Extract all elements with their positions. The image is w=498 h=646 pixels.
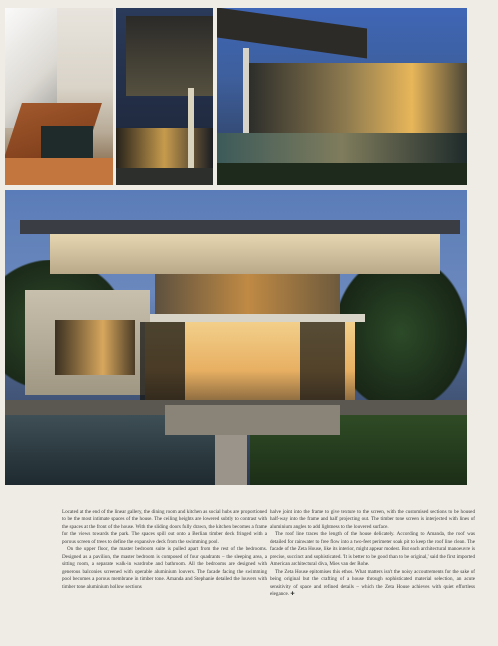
overhang-photo (116, 8, 213, 185)
text-column-2 (270, 509, 475, 598)
floor-slab (125, 314, 365, 322)
stone-path (215, 435, 247, 485)
timber-deck (5, 158, 113, 185)
stone-platform (165, 405, 340, 435)
paragraph: Located at the end of the linear gallery, the dining room and kitchen as social hubs are proportioned to be the most intimate spaces of the house. The ceiling heights are lowered subtly to contrast with the spaces at the front of the house. With the sliding doors fully drawn, the kitchen becomes a frame for the views towards the park. The spaces spill out onto a Berlian timber deck fringed with a porous screen of trees to define the expansive deck from the swimming pool. (62, 509, 267, 545)
atrium-stair-photo (5, 8, 113, 185)
paragraph: On the upper floor, the master bedroom suite is pulled apart from the rest of the bedrooms. Designed as a pavilion, the master bedroom is composed of four quadrants – the sleeping area, a sitting room, a separate walk-in wardrobe and bathroom. All the bedrooms are designed with generous balconies screened with operable aluminium louvers. The facade facing the swimming pool becomes a porous membrane in timber tone. Amanda and Stephanie detailed the louvers with timber tone aluminium hollow sections (62, 546, 267, 590)
lit-soffit (50, 234, 440, 274)
roof-overhang (126, 16, 213, 96)
lawn (217, 163, 467, 185)
paragraph (270, 569, 475, 599)
ground (116, 168, 213, 185)
glass-panel-right (300, 322, 345, 402)
paragraph-text: The Zeta House epitomises this ethos. What matters isn't the noisy accoutrements for the sake of being original but the crafting of a house through sophisticated material selection, an acute sensitivity of space and refined details – which the Zeta House achieves with quiet effortless elegance. (270, 568, 475, 597)
end-mark-icon: ✚ (290, 590, 295, 597)
roof-edge (217, 8, 367, 59)
dusk-exterior-photo (217, 8, 467, 185)
house-facade (247, 63, 467, 135)
text-column-1 (62, 509, 267, 591)
paragraph: The roof line traces the length of the house delicately. According to Amanda, the roof was detailed for rainwater to free flow into a two-feet perimeter soak pit to keep the roof line clean. The facade of the Zeta House, like its interior, might appear modest. But each architectural manoeuvre is precise, succinct and sophisticated. 'It is better to be good than to be original,' said the first imported American architectural diva, Mies van der Rohe. (270, 531, 475, 568)
upper-floor-louvers (155, 274, 340, 316)
pool (217, 133, 467, 163)
main-house-pool-photo (5, 190, 467, 485)
paragraph: halve joint into the frame to give texture to the screen, with the customised sections to be housed half-way into the frame and half projecting out. The timber tone screen is interjected with lines of aluminium angles to add lightness to the louvered surface. (270, 509, 475, 530)
lit-interior (116, 128, 213, 168)
wing-window (55, 320, 135, 375)
roof-plane (20, 220, 460, 234)
side-wing (25, 290, 150, 395)
glass-panel-left (140, 322, 185, 402)
